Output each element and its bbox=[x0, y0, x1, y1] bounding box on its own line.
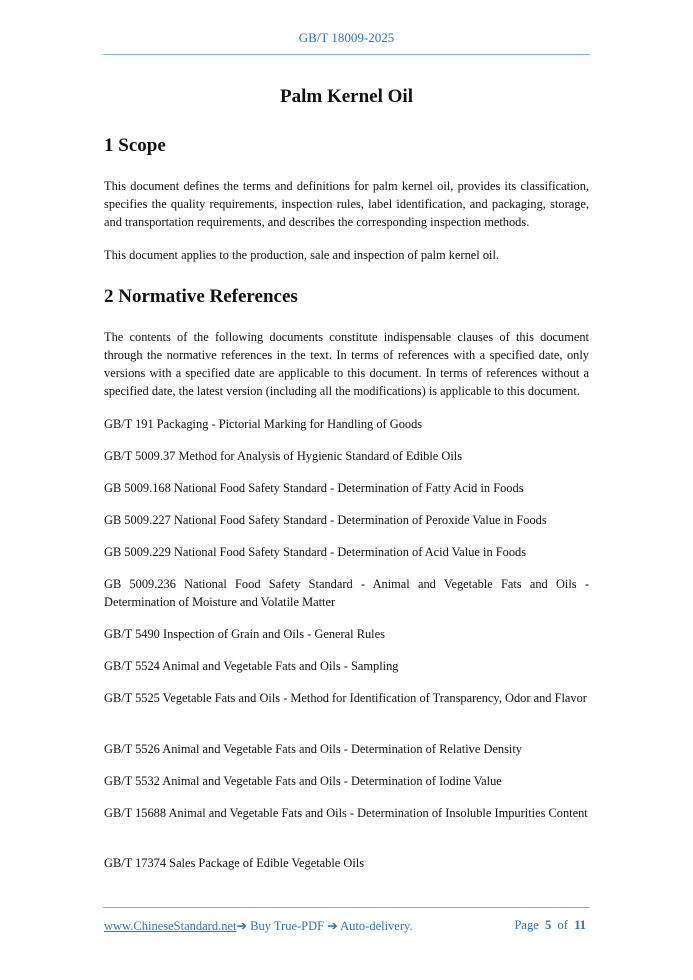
reference-item: GB/T 5532 Animal and Vegetable Fats and Oils - Determination of Iodine Value bbox=[104, 774, 502, 788]
page-label: Page bbox=[514, 918, 539, 932]
page-of: of bbox=[557, 918, 568, 932]
footer-text-buy: Buy True-PDF bbox=[246, 919, 328, 933]
arrow-right-icon: ➔ bbox=[327, 919, 338, 933]
scope-paragraph-2: This document applies to the production, sale and inspection of palm kernel oil. bbox=[104, 248, 500, 262]
footer-divider bbox=[103, 907, 590, 908]
section-heading-scope: 1 Scope bbox=[104, 135, 166, 156]
page-footer bbox=[104, 918, 586, 934]
reference-item: GB/T 191 Packaging - Pictorial Marking for Handling of Goods bbox=[104, 417, 423, 431]
references-intro: The contents of the following documents constitute indispensable clauses of this document through the normative references in the text. In terms of references with a specified date, only versions with a specified date are applicable to this document. In terms of references without a specified date, the latest version (including all the modifications) is applicable to this document. bbox=[104, 330, 589, 398]
scope-paragraph-1: This document defines the terms and definitions for palm kernel oil, provides its classification, specifies the quality requirements, inspection rules, label identification, and packaging, storage, and transportation requirements, and describes the corresponding inspection methods. bbox=[104, 179, 589, 229]
reference-item: GB/T 5009.37 Method for Analysis of Hygienic Standard of Edible Oils bbox=[104, 449, 463, 463]
reference-item: GB 5009.168 National Food Safety Standard - Determination of Fatty Acid in Foods bbox=[104, 481, 524, 495]
reference-item: GB/T 5524 Animal and Vegetable Fats and Oils - Sampling bbox=[104, 659, 399, 673]
reference-item: GB 5009.227 National Food Safety Standard - Determination of Peroxide Value in Foods bbox=[104, 513, 547, 527]
reference-item: GB/T 5525 Vegetable Fats and Oils - Method for Identification of Transparency, Odor and Flavor bbox=[104, 691, 587, 705]
section-heading-normative-references: 2 Normative References bbox=[104, 286, 298, 307]
page-current: 5 bbox=[545, 918, 552, 932]
reference-item: GB 5009.236 National Food Safety Standard - Animal and Vegetable Fats and Oils - Determination of Moisture and Volatile Matter bbox=[104, 577, 589, 609]
page-number bbox=[514, 918, 586, 933]
reference-item: GB 5009.229 National Food Safety Standard - Determination of Acid Value in Foods bbox=[104, 545, 527, 559]
document-title: Palm Kernel Oil bbox=[280, 86, 413, 107]
reference-item: GB/T 15688 Animal and Vegetable Fats and Oils - Determination of Insoluble Impurities Content bbox=[104, 806, 588, 820]
page-header: GB/T 18009-2025 bbox=[298, 30, 395, 45]
reference-item: GB/T 5490 Inspection of Grain and Oils - General Rules bbox=[104, 627, 385, 641]
page-total: 11 bbox=[574, 918, 586, 932]
reference-item: GB/T 5526 Animal and Vegetable Fats and Oils - Determination of Relative Density bbox=[104, 742, 522, 756]
reference-item: GB/T 17374 Sales Package of Edible Vegetable Oils bbox=[104, 856, 365, 870]
footer-text-delivery: Auto-delivery. bbox=[337, 919, 413, 933]
chinesestandard-link[interactable]: www.ChineseStandard.net bbox=[104, 919, 237, 933]
header-divider bbox=[103, 54, 590, 55]
arrow-right-icon: ➔ bbox=[236, 919, 247, 933]
